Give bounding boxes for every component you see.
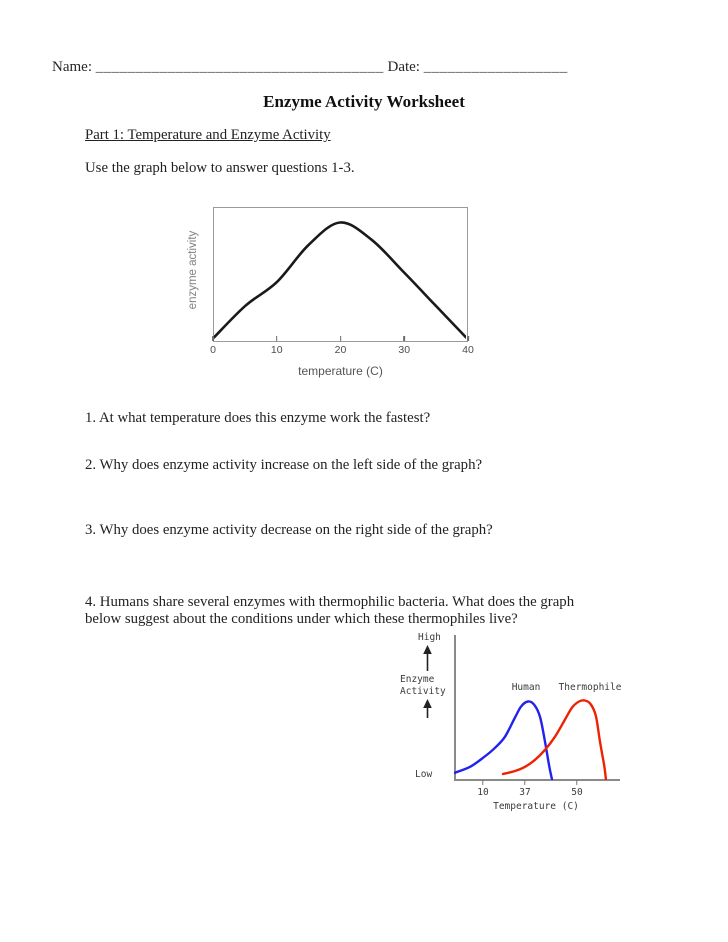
tick-mark bbox=[524, 780, 526, 785]
name-date-header bbox=[52, 59, 568, 76]
up-arrow-icon bbox=[422, 645, 433, 672]
tick-mark bbox=[340, 336, 342, 341]
tick-label: 0 bbox=[210, 344, 216, 356]
x-axis-label: Temperature (C) bbox=[493, 801, 579, 812]
plot-area bbox=[213, 207, 468, 342]
y-axis-low-label: Low bbox=[415, 769, 433, 780]
question-4-line2: below suggest about the conditions under which these thermophiles live? bbox=[85, 611, 518, 628]
tick-mark bbox=[404, 336, 406, 341]
tick-mark bbox=[212, 336, 214, 341]
tick-label: 50 bbox=[571, 787, 583, 798]
question-4-line1: 4. Humans share several enzymes with thermophilic bacteria. What does the graph bbox=[85, 594, 575, 610]
x-tick-40 bbox=[462, 342, 474, 356]
tick-label: 30 bbox=[398, 344, 411, 356]
x-tick-10 bbox=[271, 342, 283, 356]
tick-label: 40 bbox=[462, 344, 474, 356]
question-3: 3. Why does enzyme activity decrease on the right side of the graph? bbox=[85, 522, 493, 538]
x-tick-37 bbox=[519, 780, 530, 798]
intro-text: Use the graph below to answer questions 1-3. bbox=[85, 160, 355, 176]
thermophile-series-label: Thermophile bbox=[558, 682, 622, 693]
question-4 bbox=[85, 594, 645, 628]
up-arrow-icon bbox=[422, 699, 433, 719]
x-axis-label: temperature (C) bbox=[298, 364, 383, 378]
y-axis-label-activity: Activity bbox=[400, 686, 446, 697]
enzyme-curves bbox=[454, 637, 618, 780]
x-axis-ticks bbox=[454, 780, 618, 802]
x-tick-30 bbox=[398, 342, 410, 356]
tick-mark bbox=[276, 336, 278, 341]
name-blank-line: ____________________________________ bbox=[95, 59, 384, 75]
enzyme-activity-curve bbox=[214, 222, 466, 337]
tick-mark bbox=[482, 780, 484, 785]
name-label: Name: bbox=[52, 59, 92, 75]
question-2: 2. Why does enzyme activity increase on the left side of the graph? bbox=[85, 457, 483, 473]
tick-mark bbox=[576, 780, 578, 785]
x-tick-0 bbox=[210, 342, 216, 356]
tick-label: 20 bbox=[334, 344, 347, 356]
question-1: 1. At what temperature does this enzyme work the fastest? bbox=[85, 410, 431, 426]
y-axis-high-label: High bbox=[418, 632, 441, 643]
x-tick-10 bbox=[477, 780, 488, 798]
tick-label: 37 bbox=[519, 787, 531, 798]
tick-label: 10 bbox=[477, 787, 489, 798]
x-tick-20 bbox=[335, 342, 347, 356]
x-tick-50 bbox=[571, 780, 582, 798]
optimum-temperature-chart bbox=[187, 198, 490, 388]
tick-mark bbox=[467, 336, 469, 341]
page-title: Enzyme Activity Worksheet bbox=[263, 92, 465, 111]
thermophile-chart bbox=[398, 630, 648, 825]
tick-label: 10 bbox=[270, 344, 283, 356]
y-axis-label-enzyme: Enzyme bbox=[400, 674, 435, 685]
enzyme-activity-curve bbox=[214, 208, 466, 340]
part1-heading: Part 1: Temperature and Enzyme Activity bbox=[85, 127, 331, 143]
human-series-label: Human bbox=[511, 682, 541, 693]
human-curve bbox=[454, 701, 552, 780]
y-axis-label: enzyme activity bbox=[187, 230, 199, 310]
date-label: Date: bbox=[387, 59, 420, 75]
x-axis-ticks bbox=[210, 342, 474, 366]
date-blank-line: __________________ bbox=[423, 59, 568, 75]
